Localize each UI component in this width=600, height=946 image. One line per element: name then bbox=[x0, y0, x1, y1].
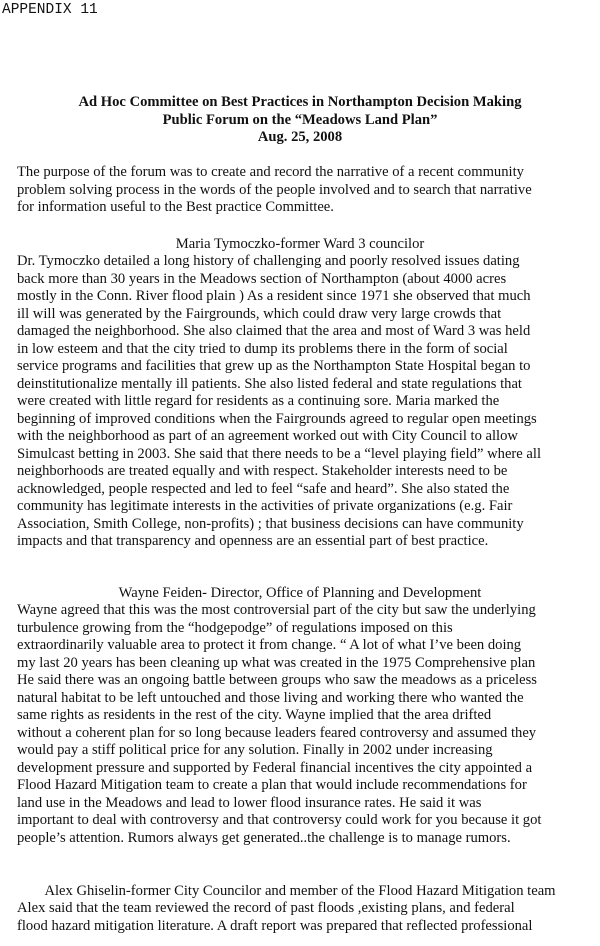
paragraph-line: land use in the Meadows and lead to lower flood insurance rates. He said it was bbox=[17, 794, 482, 811]
paragraph-line: neighborhoods are treated equally and with respect. Stakeholder interests need to be bbox=[17, 463, 508, 479]
paragraph-line: Wayne agreed that this was the most controversial part of the city but saw the underlying bbox=[17, 602, 536, 618]
paragraph-line: Alex said that the team reviewed the record of past floods ,existing plans, and federal bbox=[17, 900, 515, 916]
paragraph-line: people’s attention. Rumors always get generated..the challenge is to manage rumors. bbox=[17, 829, 511, 846]
paragraph-line: would pay a stiff political price for any solution. Finally in 2002 under increasing bbox=[17, 742, 493, 758]
document-header bbox=[0, 94, 600, 147]
paragraph-line: service programs and facilities that grew up as the Northampton State Hospital began to bbox=[17, 358, 531, 374]
speaker-heading-wayne: Wayne Feiden- Director, Office of Planning and Development bbox=[118, 585, 482, 601]
paragraph-line: Flood Hazard Mitigation team to create a plan that would include recommendations for bbox=[17, 777, 527, 793]
section-paragraph-maria bbox=[17, 253, 541, 551]
speaker-heading-alex: Alex Ghiselin-former City Councilor and member of the Flood Hazard Mitigation team bbox=[44, 883, 556, 899]
section-paragraph-alex bbox=[17, 900, 532, 935]
paragraph-line: my last 20 years has been cleaning up what was created in the 1975 Comprehensive plan bbox=[17, 654, 536, 671]
document-date: Aug. 25, 2008 bbox=[257, 129, 343, 145]
paragraph-line: development pressure and supported by Federal financial incentives the city appointed a bbox=[17, 759, 533, 776]
paragraph-line: deinstitutionalize mentally ill patients. She also listed federal and state regulations that bbox=[17, 375, 522, 392]
paragraph-line: He said there was an ongoing battle between groups who saw the meadows as a priceless bbox=[17, 672, 537, 688]
paragraph-line: ill will was generated by the Fairgrounds, which could draw very large crowds that bbox=[17, 305, 502, 322]
section-paragraph-wayne bbox=[17, 602, 541, 847]
paragraph-line: community has legitimate interests in the activities of private organizations (e.g. Fair bbox=[17, 498, 513, 514]
intro-line: The purpose of the forum was to create and record the narrative of a recent community bbox=[17, 164, 524, 180]
document-title: Ad Hoc Committee on Best Practices in Northampton Decision Making bbox=[78, 94, 522, 110]
speaker-heading-maria: Maria Tymoczko-former Ward 3 councilor bbox=[175, 236, 425, 252]
paragraph-line: Simulcast betting in 2003. She said that there needs to be a “level playing field” where all bbox=[17, 445, 542, 462]
paragraph-line: beginning of improved conditions when the Fairgrounds agreed to regular open meetings bbox=[17, 410, 537, 427]
paragraph-line: turbulence growing from the “hodgepodge” of regulations imposed on this bbox=[17, 619, 453, 636]
paragraph-line: extraordinarily valuable area to protect it from change. “ A lot of what I’ve been doing bbox=[17, 637, 522, 653]
appendix-label: APPENDIX 11 bbox=[2, 2, 98, 18]
intro-paragraph bbox=[17, 164, 532, 217]
paragraph-line: with the neighborhood as part of an agreement worked out with City Council to allow bbox=[17, 428, 518, 444]
intro-line: for information useful to the Best practice Committee. bbox=[17, 199, 334, 215]
paragraph-line: natural habitat to be left untouched and those living and working there who wanted the bbox=[17, 689, 524, 706]
paragraph-line: in low esteem and that the city tried to dump its problems there in the form of social bbox=[17, 340, 508, 357]
paragraph-line: acknowledged, people respected and led to feel “safe and heard”. She also stated the bbox=[17, 480, 510, 497]
paragraph-line: impacts and that transparency and openness are an essential part of best practice. bbox=[17, 533, 489, 549]
paragraph-line: Dr. Tymoczko detailed a long history of challenging and poorly resolved issues dating bbox=[17, 253, 520, 269]
paragraph-line: back more than 30 years in the Meadows section of Northampton (about 4000 acres bbox=[17, 270, 507, 287]
paragraph-line: Association, Smith College, non-profits) ; that business decisions can have community bbox=[17, 515, 524, 532]
paragraph-line: without a coherent plan for so long because leaders feared controversy and assumed they bbox=[17, 724, 537, 741]
paragraph-line: damaged the neighborhood. She also claimed that the area and most of Ward 3 was held bbox=[17, 323, 531, 339]
paragraph-line: mostly in the Conn. River flood plain ) As a resident since 1971 she observed that much bbox=[17, 288, 531, 304]
paragraph-line: same rights as residents in the rest of the city. Wayne implied that the area drifted bbox=[17, 707, 492, 723]
paragraph-line: flood hazard mitigation literature. A draft report was prepared that reflected professional bbox=[17, 917, 533, 934]
document-subtitle: Public Forum on the “Meadows Land Plan” bbox=[162, 111, 438, 128]
intro-line: problem solving process in the words of the people involved and to search that narrative bbox=[17, 181, 532, 198]
paragraph-line: important to deal with controversy and that controversy could work for you because it got bbox=[17, 812, 542, 828]
paragraph-line: were created with little regard for residents as a continuing sore. Maria marked the bbox=[17, 393, 500, 409]
